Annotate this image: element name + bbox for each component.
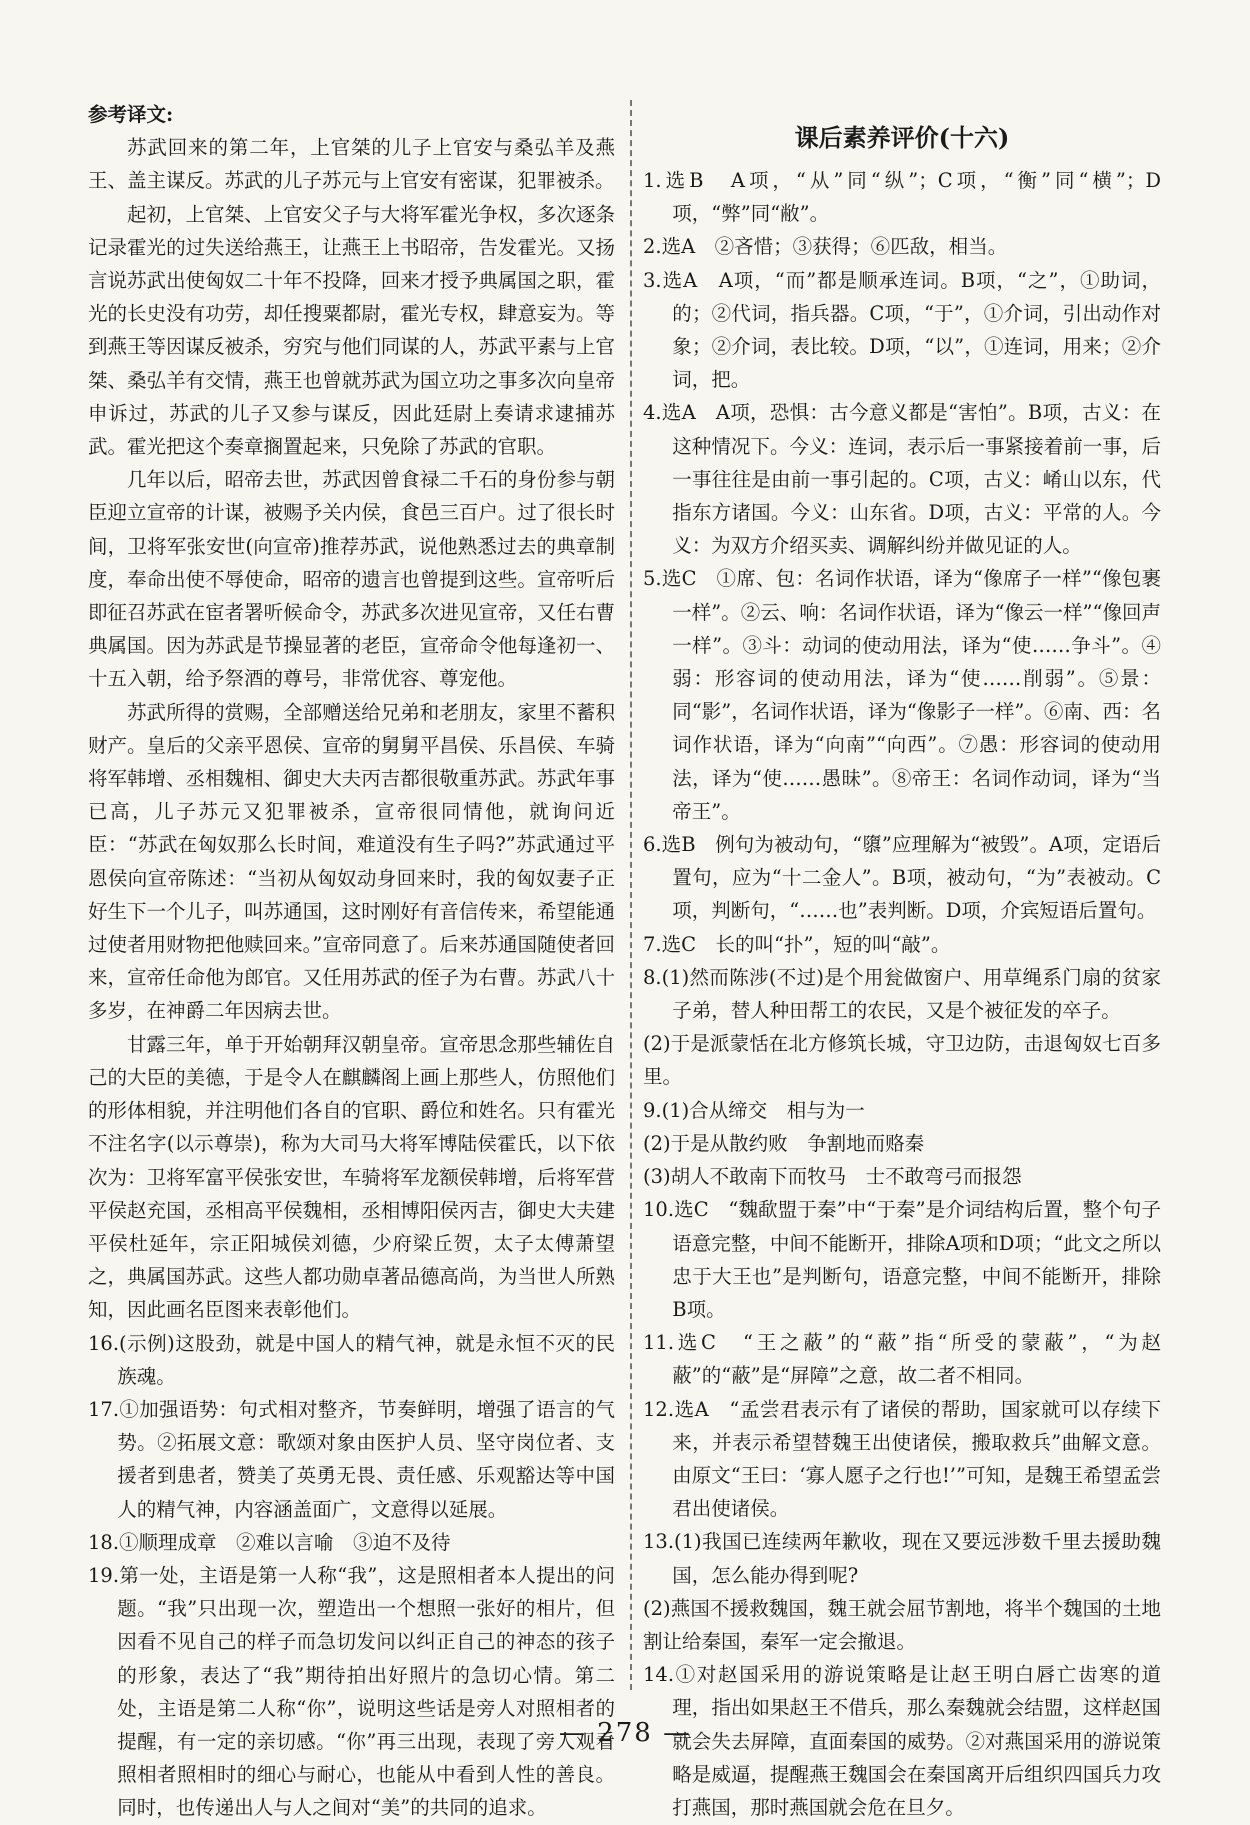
page-number: — 278 — xyxy=(558,1718,692,1748)
answer-item: 8.(1)然而陈涉(不过)是个用瓮做窗户、用草绳系门扇的贫家子弟，替人种田帮工的农民，又是个被征发的卒子。 xyxy=(643,965,1161,1023)
answer-subitem: (2)于是派蒙恬在北方修筑长城，守卫边防，击退匈奴七百多里。 xyxy=(643,1032,1161,1089)
answer-item: 2.选A ②吝惜；③获得；⑥匹敌，相当。 xyxy=(643,235,1008,259)
answer-subitem: (2)燕国不援救魏国，魏王就会屈节割地，将半个魏国的土地割让给秦国，秦军一定会撤退。 xyxy=(643,1596,1161,1653)
translation-paragraph: 几年以后，昭帝去世，苏武因曾食禄二千石的身份参与朝臣迎立宣帝的计谋，被赐予关内侯，食邑三百户。过了很长时间，卫将军张安世(向宣帝)推荐苏武，说他熟悉过去的典章制度，奉命出使不辱使命，昭帝的遗言也曾提到这些。宣帝听后即征召苏武在宦者署听候命令，苏武多次进见宣帝，又任右曹典属国。因为苏武是节操显著的老臣，宣帝命令他每逢初一、十五入朝，给予祭酒的尊号，非常优容、尊宠他。 xyxy=(88,468,615,691)
answer-item: 10.选C “魏歃盟于秦”中“于秦”是介词结构后置，整个句子语意完整，中间不能断开，排除A项和D项；“此文之所以忠于大王也”是判断句，语意完整，中间不能断开，排除B项。 xyxy=(643,1198,1161,1321)
left-column xyxy=(88,98,615,1825)
answer-list xyxy=(643,164,1161,1824)
column-divider xyxy=(630,100,632,1690)
answer-item-18: 18.①顺理成章 ②难以言喻 ③迫不及待 xyxy=(88,1530,451,1554)
translation-paragraph: 苏武回来的第二年，上官桀的儿子上官安与桑弘羊及燕王、盖主谋反。苏武的儿子苏元与上官安有密谋，犯罪被杀。 xyxy=(88,136,615,193)
translation-paragraph: 甘露三年，单于开始朝拜汉朝皇帝。宣帝思念那些辅佐自己的大臣的美德，于是令人在麒麟阁上画上那些人，仿照他们的形体相貌，并注明他们各自的官职、爵位和姓名。只有霍光不注名字(以示尊崇)，称为大司马大将军博陆侯霍氏，以下依次为：卫将军富平侯张安世，车骑将军龙额侯韩增，后将军营平侯赵充国，丞相高平侯魏相，丞相博阳侯丙吉，御史大夫建平侯杜延年，宗正阳城侯刘德，少府梁丘贺，太子太傅萧望之，典属国苏武。这些人都功勋卓著品德高尚，为当世人所熟知，因此画名臣图来表彰他们。 xyxy=(88,1032,615,1322)
answer-item-17: 17.①加强语势：句式相对整齐，节奏鲜明，增强了语言的气势。②拓展文意：歌颂对象由医护人员、坚守岗位者、支援者到患者，赞美了英勇无畏、责任感、乐观豁达等中国人的精气神，内容涵盖面广，文意得以延展。 xyxy=(88,1397,615,1521)
translation-paragraph: 起初，上官桀、上官安父子与大将军霍光争权，多次逐条记录霍光的过失送给燕王，让燕王上书昭帝，告发霍光。又扬言说苏武出使匈奴二十年不投降，回来才授予典属国之职，霍光的长史没有功劳，却任搜粟都尉，霍光专权，肆意妄为。等到燕王等因谋反被杀，穷究与他们同谋的人，苏武平素与上官桀、桑弘羊有交情，燕王也曾就苏武为国立功之事多次向皇帝申诉过，苏武的儿子又参与谋反，因此廷尉上奏请求逮捕苏武。霍光把这个奏章搁置起来，只免除了苏武的官职。 xyxy=(88,202,615,459)
answer-item: 12.选A “孟尝君表示有了诸侯的帮助，国家就可以存续下来，并表示希望替魏王出使诸侯，搬取救兵”曲解文意。由原文“王曰：‘寡人愿子之行也!’”可知，是魏王希望孟尝君出使诸侯。 xyxy=(643,1397,1161,1521)
answer-item: 14.①对赵国采用的游说策略是让赵王明白唇亡齿寒的道理，指出如果赵王不借兵，那么秦魏就会结盟，这样赵国就会失去屏障，直面秦国的威势。②对燕国采用的游说策略是威逼，提醒燕王魏国会在秦国离开后组织四国兵力攻打燕国，那时燕国就会危在旦夕。 xyxy=(643,1663,1161,1819)
answer-item: 11.选C “王之蔽”的“蔽”指“所受的蒙蔽”，“为赵蔽”的“蔽”是“屏障”之意，故二者不相同。 xyxy=(643,1331,1161,1388)
answer-item: 3.选A A项，“而”都是顺承连词。B项，“之”，①助词，的；②代词，指兵器。C项，“于”，①介词，引出动作对象；②介词，表比较。D项，“以”，①连词，用来；②介词，把。 xyxy=(643,268,1161,392)
answer-item: 4.选A A项，恐惧：古今意义都是“害怕”。B项，古义：在这种情况下。今义：连词，表示后一事紧接着前一事，后一事往往是由前一事引起的。C项，古义：崤山以东，代指东方诸国。今义：山东省。D项，古义：平常的人。今义：为双方介绍买卖、调解纠纷并做见证的人。 xyxy=(643,401,1161,558)
right-column xyxy=(643,118,1161,1824)
answer-item-16: 16.(示例)这股劲，就是中国人的精气神，就是永恒不灭的民族魂。 xyxy=(88,1331,615,1388)
answer-item-19: 19.第一处，主语是第一人称“我”，这是照相者本人提出的问题。“我”只出现一次，塑造出一个想照一张好的相片，但因看不见自己的样子而急切发问以纠正自己的神态的孩子的形象，表达了“我”期待拍出好照片的急切心情。第二处，主语是第二人称“你”，说明这些话是旁人对照相者的提醒，有一定的亲切感。“你”再三出现，表现了旁人观看照相者照相时的细心与耐心，也能从中看到人性的善良。同时，也传递出人与人之间对“美”的共同的追求。 xyxy=(88,1563,615,1820)
section-title: 课后素养评价(十六) xyxy=(794,123,1010,152)
answer-item: 7.选C 长的叫“扑”，短的叫“敲”。 xyxy=(643,932,951,956)
answer-subitem: (2)于是从散约败 争割地而赂秦 xyxy=(643,1131,925,1155)
answer-item: 5.选C ①席、包：名词作状语，译为“像席子一样”“像包裹一样”。②云、响：名词作状语，译为“像云一样”“像回声一样”。③斗：动词的使动用法，译为“使……争斗”。④弱：形容词的使动用法，译为“使……削弱”。⑤景：同“影”，名词作状语，译为“像影子一样”。⑥南、西：名词作状语，译为“向南”“向西”。⑦愚：形容词的使动用法，译为“使……愚昧”。⑧帝王：名词作动词，译为“当帝王”。 xyxy=(643,567,1161,823)
reference-translation-heading: 参考译文: xyxy=(88,103,174,126)
answer-subitem: (3)胡人不敢南下而牧马 士不敢弯弓而报怨 xyxy=(643,1165,1022,1189)
translation-paragraph: 苏武所得的赏赐，全部赠送给兄弟和老朋友，家里不蓄积财产。皇后的父亲平恩侯、宣帝的舅舅平昌侯、乐昌侯、车骑将军韩增、丞相魏相、御史大夫丙吉都很敬重苏武。苏武年事已高，儿子苏元又犯罪被杀，宣帝很同情他，就询问近臣：“苏武在匈奴那么长时间，难道没有生子吗?”苏武通过平恩侯向宣帝陈述：“当初从匈奴动身回来时，我的匈奴妻子正好生下一个儿子，叫苏通国，这时刚好有音信传来，希望能通过使者用财物把他赎回来。”宣帝同意了。后来苏通国随使者回来，宣帝任命他为郎官。又任用苏武的侄子为右曹。苏武八十多岁，在神爵二年因病去世。 xyxy=(88,700,615,1023)
answer-item: 9.(1)合从缔交 相与为一 xyxy=(643,1098,865,1122)
answer-item: 6.选B 例句为被动句，“隳”应理解为“被毁”。A项，定语后置句，应为“十二金人”。B项，被动句，“为”表被动。C项，判断句，“……也”表判断。D项，介宾短语后置句。 xyxy=(643,833,1161,923)
answer-item: 1.选B A项，“从”同“纵”；C项，“衡”同“横”；D项，“弊”同“敝”。 xyxy=(643,169,1161,226)
answer-item: 13.(1)我国已连续两年歉收，现在又要远涉数千里去援助魏国，怎么能办得到呢? xyxy=(643,1530,1161,1587)
